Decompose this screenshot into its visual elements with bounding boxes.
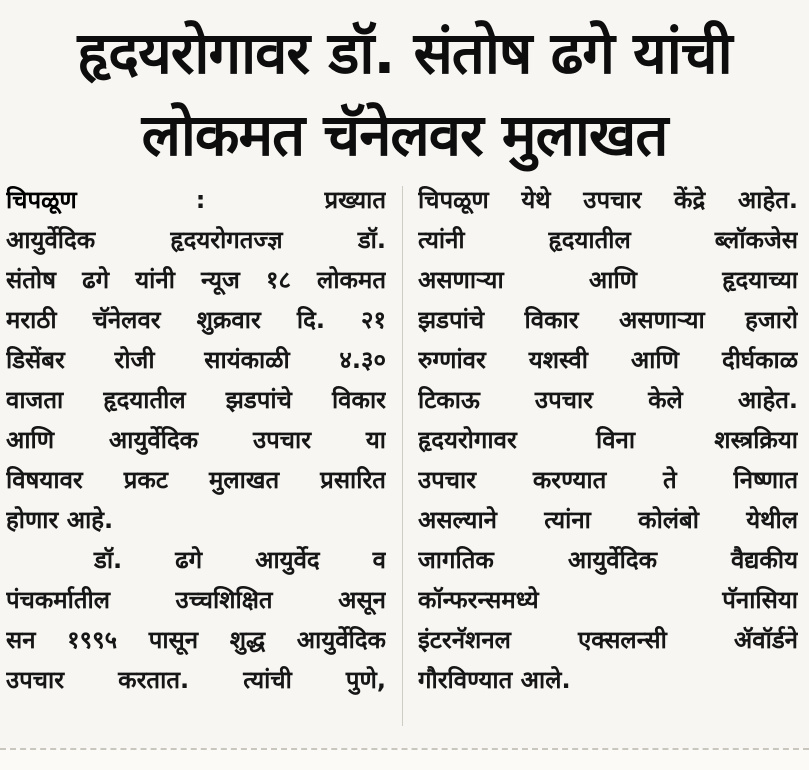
article-line: असल्याने त्यांना कोलंबो येथील: [418, 506, 798, 534]
article-line: उपचार करण्यात ते निष्णात: [418, 466, 798, 494]
article-line: हृदयरोगावर विना शस्त्रक्रिया: [418, 426, 798, 454]
article-line: डॉ. ढगे आयुर्वेद व: [94, 546, 386, 574]
article-line: इंटरनॅशनल एक्सलन्सी ॲवॉर्डने: [418, 626, 798, 654]
article-line: विषयावर प्रकट मुलाखत प्रसारित: [6, 466, 386, 494]
article-line: होणार आहे.: [6, 506, 114, 534]
headline-line-2: लोकमत चॅनेलवर मुलाखत: [141, 101, 668, 169]
article-line: वाजता हृदयातील झडपांचे विकार: [6, 386, 386, 414]
dateline: चिपळूण: [6, 186, 77, 214]
article-line-text: : प्रख्यात: [195, 186, 386, 214]
article-line: उपचार करतात. त्यांची पुणे,: [6, 666, 386, 694]
article-line: टिकाऊ उपचार केले आहेत.: [418, 386, 798, 414]
article-line: त्यांनी हृदयातील ब्लॉकजेस: [418, 226, 798, 254]
article-line: झडपांचे विकार असणाऱ्या हजारो: [418, 306, 798, 334]
article-line: आणि आयुर्वेदिक उपचार या: [6, 426, 386, 454]
article-column-left: [6, 180, 386, 700]
article-column-right: [418, 180, 798, 700]
headline-line-1: हृदयरोगावर डॉ. संतोष ढगे यांची: [77, 19, 732, 87]
article-line: सन १९९५ पासून शुद्ध आयुर्वेदिक: [6, 626, 386, 654]
article-line: असणाऱ्या आणि हृदयाच्या: [418, 266, 798, 294]
article-line: मराठी चॅनेलवर शुक्रवार दि. २१: [6, 306, 386, 334]
article-line: पंचकर्मातील उच्चशिक्षित असून: [6, 586, 386, 614]
article-line: जागतिक आयुर्वेदिक वैद्यकीय: [418, 546, 798, 574]
article-line: रुग्णांवर यशस्वी आणि दीर्घकाळ: [418, 346, 798, 374]
article-line: डिसेंबर रोजी सायंकाळी ४.३०: [6, 346, 386, 374]
column-divider: [402, 186, 403, 726]
clipping-cut-edge: [0, 748, 809, 770]
article-line: गौरविण्यात आले.: [418, 666, 571, 694]
article-line: आयुर्वेदिक हृदयरोगतज्ज्ञ डॉ.: [6, 226, 386, 254]
article-line: [6, 180, 386, 220]
article-line: संतोष ढगे यांनी न्यूज १८ लोकमत: [6, 266, 386, 294]
article-line: कॉन्फरन्समध्ये पॅनासिया: [418, 586, 798, 614]
article-line: चिपळूण येथे उपचार केंद्रे आहेत.: [418, 186, 798, 214]
